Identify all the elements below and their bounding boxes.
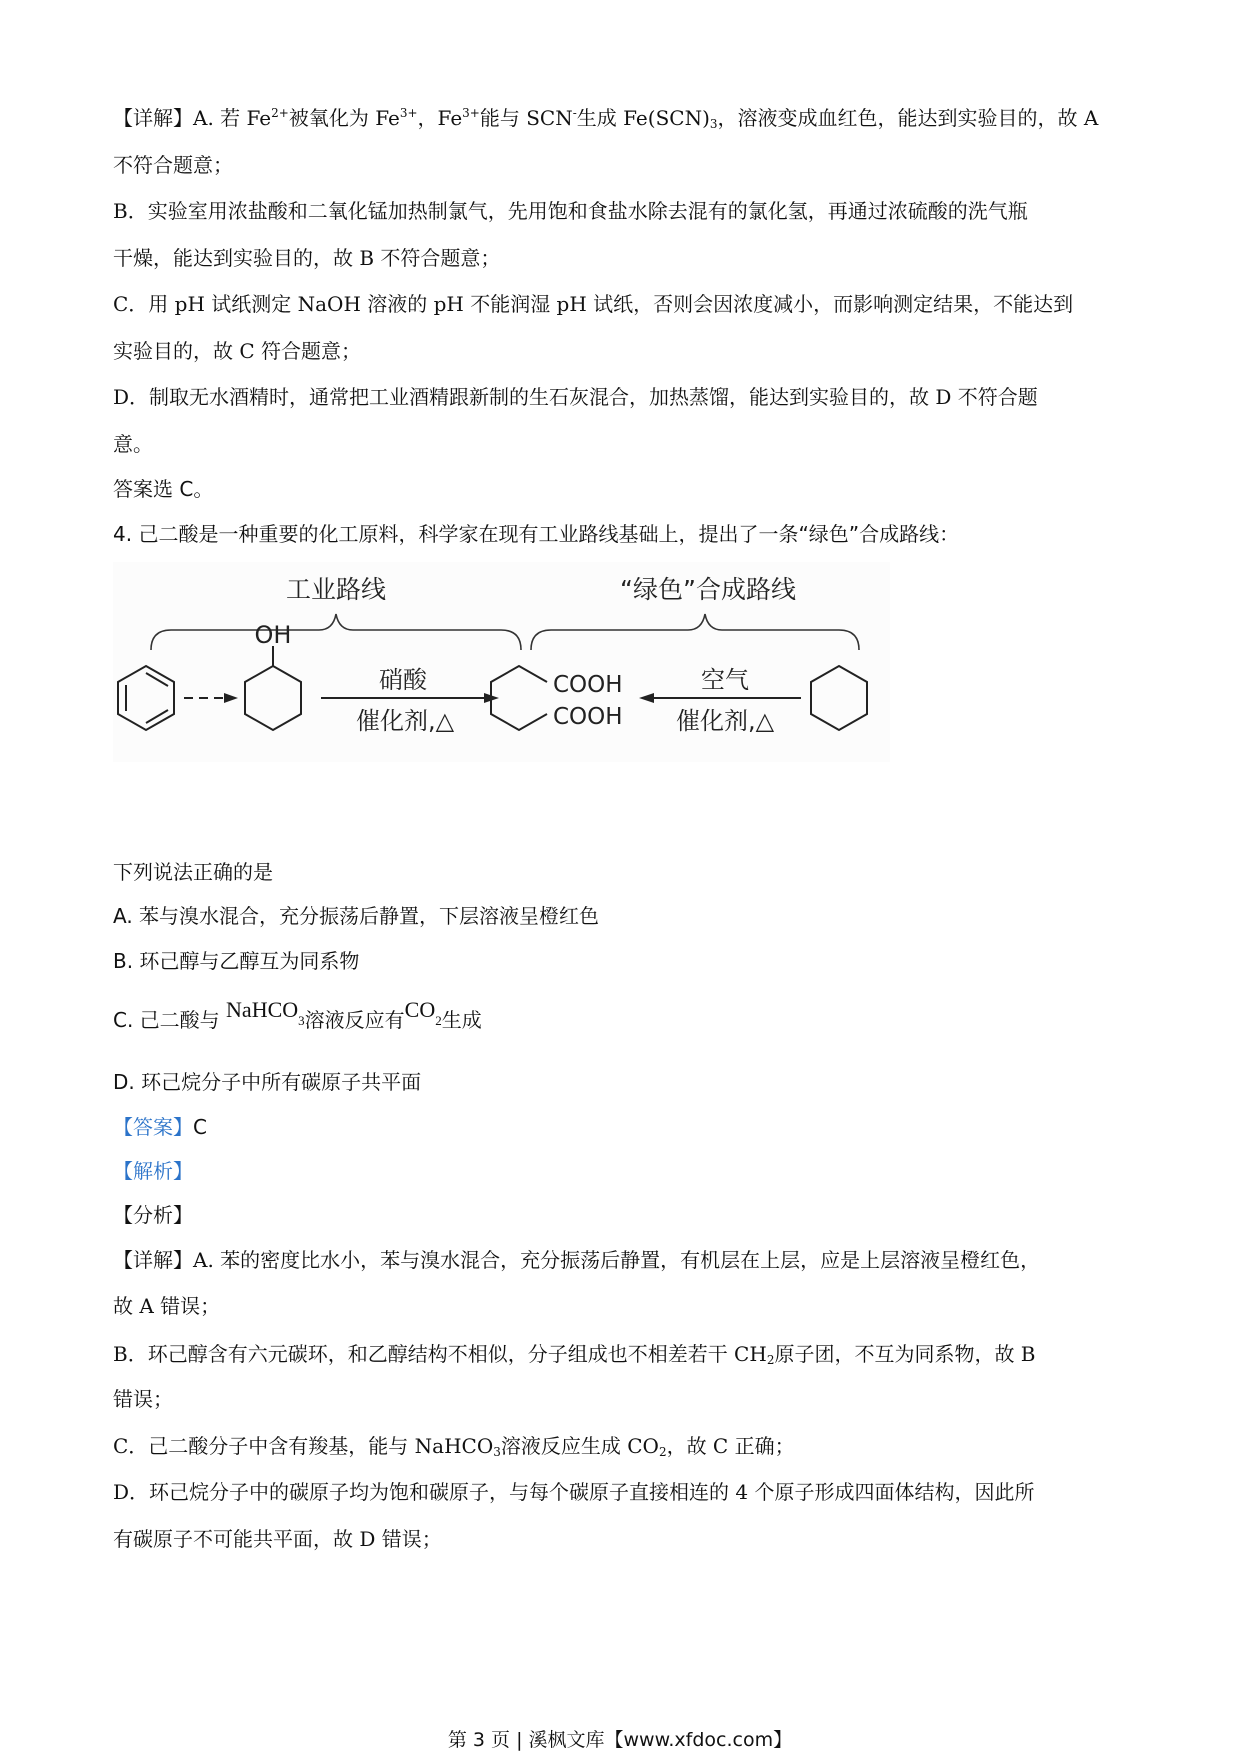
answer-label: 【答案】 — [113, 1115, 193, 1139]
reagent-catalyst-heat-right: 催化剂,△ — [675, 707, 775, 735]
site-link[interactable]: 溪枫文库【www.xfdoc.com】 — [528, 1729, 793, 1751]
text-fragment: ，溶液变成血红色，能达到实验目的，故 A — [717, 106, 1099, 130]
subscript: 3 — [298, 1013, 305, 1028]
q4-detail-line-1 — [113, 1246, 1040, 1274]
q3-detail-line-7: D．制取无水酒精时，通常把工业酒精跟新制的生石灰混合，加热蒸馏，能达到实验目的，故 D 不符合题 — [113, 385, 1038, 409]
text-fragment: ，故 C 正确； — [666, 1434, 795, 1458]
option-c — [113, 997, 482, 1034]
text-fragment: ，Fe — [417, 106, 463, 130]
superscript: 3+ — [399, 106, 418, 120]
q4-detail-line-4: 错误； — [113, 1387, 173, 1411]
answer-row — [113, 1113, 207, 1141]
q4-detail-line-3 — [113, 1340, 1036, 1368]
subscript: 3 — [493, 1445, 501, 1459]
page-footer — [0, 1728, 1240, 1752]
superscript: 2+ — [271, 106, 289, 120]
q4-stem: 4. 己二酸是一种重要的化工原料，科学家在现有工业路线基础上，提出了一条“绿色”合成路线： — [113, 522, 960, 546]
q3-detail-line-8: 意。 — [113, 432, 153, 456]
q3-detail-line-5: C．用 pH 试纸测定 NaOH 溶液的 pH 不能润湿 pH 试纸，否则会因浓度减小，而影响测定结果，不能达到 — [113, 292, 1074, 316]
industrial-route-label: 工业路线 — [285, 575, 387, 604]
q3-detail-line-3: B．实验室用浓盐酸和二氧化锰加热制氯气，先用饱和食盐水除去混有的氯化氢，再通过浓硫酸的洗气瓶 — [113, 199, 1028, 223]
footer-separator: | — [510, 1729, 529, 1751]
formula-co2 — [404, 997, 442, 1028]
text-fragment: B．环己醇含有六元碳环，和乙醇结构不相似，分子组成也不相差若干 CH — [113, 1342, 767, 1366]
text-fragment: 溶液反应有 — [304, 1008, 405, 1032]
q3-detail-line-4: 干燥，能达到实验目的，故 B 不符合题意； — [113, 246, 501, 270]
reagent-nitric-acid: 硝酸 — [379, 666, 427, 694]
option-b: B. 环己醇与乙醇互为同系物 — [113, 949, 360, 973]
page-number: 第 3 页 — [447, 1729, 511, 1751]
text-fragment: 被氧化为 Fe — [288, 106, 400, 130]
subscript: 2 — [766, 1353, 775, 1367]
q4-detail-line-5 — [113, 1432, 795, 1460]
synthesis-route-diagram — [113, 562, 890, 762]
text-fragment: 能与 SCN — [479, 106, 573, 130]
text-fragment: A. 若 Fe — [193, 106, 272, 130]
superscript: 3+ — [462, 106, 480, 120]
text-fragment: NaHCO — [226, 997, 299, 1022]
analysis-label: 【解析】 — [113, 1159, 193, 1183]
q4-question: 下列说法正确的是 — [113, 860, 273, 884]
reagent-air: 空气 — [701, 666, 749, 694]
answer-value: C — [193, 1115, 207, 1139]
q3-detail-line-1 — [113, 104, 1098, 132]
carboxyl-bottom-label: COOH — [553, 704, 623, 730]
text-fragment: 溶液反应生成 CO — [500, 1434, 659, 1458]
text-fragment: 生成 Fe(SCN) — [576, 106, 710, 130]
q3-detail-line-6: 实验目的，故 C 符合题意； — [113, 339, 362, 363]
q3-answer-conclusion: 答案选 C。 — [113, 477, 214, 501]
hydroxyl-label: OH — [254, 621, 292, 649]
option-d: D. 环己烷分子中所有碳原子共平面 — [113, 1070, 422, 1094]
carboxyl-top-label: COOH — [553, 672, 623, 698]
q4-detail-line-6: D．环己烷分子中的碳原子均为饱和碳原子，与每个碳原子直接相连的 4 个原子形成四面体结构，因此所 — [113, 1480, 1035, 1504]
q3-detail-line-2: 不符合题意； — [113, 153, 233, 177]
subscript: 3 — [709, 117, 718, 131]
option-a: A. 苯与溴水混合，充分振荡后静置，下层溶液呈橙红色 — [113, 904, 600, 928]
text-fragment: A. 苯的密度比水小，苯与溴水混合，充分振荡后静置，有机层在上层，应是上层溶液呈橙红色， — [193, 1248, 1041, 1272]
q4-detail-line-7: 有碳原子不可能共平面，故 D 错误； — [113, 1527, 442, 1551]
detail-tag: 【详解】 — [113, 106, 193, 130]
text-fragment: CO — [404, 997, 436, 1022]
q4-detail-line-2: 故 A 错误； — [113, 1294, 221, 1318]
superscript: - — [572, 106, 577, 120]
detail-tag: 【详解】 — [113, 1248, 193, 1272]
subscript: 2 — [658, 1445, 667, 1459]
text-fragment: C．己二酸分子中含有羧基，能与 NaHCO — [113, 1434, 494, 1458]
reagent-catalyst-heat-left: 催化剂,△ — [355, 707, 455, 735]
text-fragment: C. 己二酸与 — [113, 1008, 227, 1032]
formula-nahco3 — [226, 997, 305, 1028]
text-fragment: 生成 — [441, 1008, 482, 1032]
fenxi-label: 【分析】 — [113, 1203, 193, 1227]
green-route-label: “绿色”合成路线 — [620, 575, 796, 604]
subscript: 2 — [435, 1013, 442, 1028]
text-fragment: 原子团，不互为同系物，故 B — [774, 1342, 1036, 1366]
